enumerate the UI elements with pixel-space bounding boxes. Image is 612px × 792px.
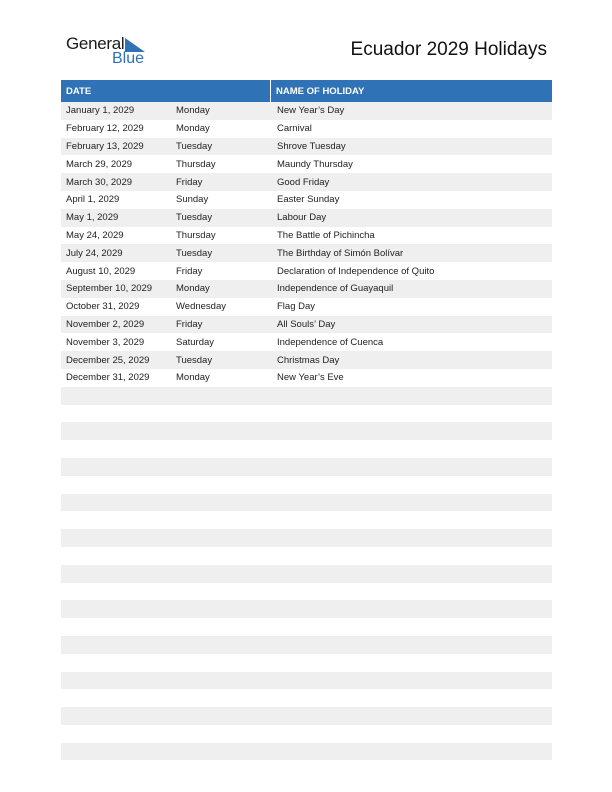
row-weekday: Wednesday: [176, 301, 226, 313]
row-holiday-name: Good Friday: [277, 176, 330, 188]
table-row: [61, 102, 552, 120]
table-row: [61, 547, 552, 565]
row-holiday-name: Flag Day: [277, 301, 316, 313]
row-date: February 13, 2029: [66, 140, 144, 152]
row-weekday: Friday: [176, 318, 203, 330]
row-weekday: Monday: [176, 283, 210, 295]
generalblue-logo: [66, 34, 156, 70]
logo-general-text: General: [66, 34, 125, 53]
row-weekday: Monday: [176, 105, 210, 117]
table-row: [61, 120, 552, 138]
page-title: Ecuador 2029 Holidays: [350, 39, 547, 60]
row-holiday-name: Easter Sunday: [277, 194, 340, 206]
row-holiday-name: Christmas Day: [277, 354, 340, 366]
row-weekday: Tuesday: [176, 247, 213, 259]
row-date: March 30, 2029: [66, 176, 133, 188]
table-row: [61, 583, 552, 601]
table-row: [61, 672, 552, 690]
table-header: [61, 80, 552, 102]
table-row: [61, 636, 552, 654]
table-body: [61, 102, 552, 778]
table-row: [61, 689, 552, 707]
table-row: [61, 422, 552, 440]
table-row: [61, 405, 552, 423]
table-row: [61, 244, 552, 262]
row-holiday-name: New Year’s Day: [277, 105, 345, 117]
table-row: [61, 387, 552, 405]
table-row: [61, 760, 552, 778]
row-weekday: Tuesday: [176, 140, 213, 152]
table-row: [61, 351, 552, 369]
table-row: [61, 298, 552, 316]
table-row: [61, 333, 552, 351]
row-date: February 12, 2029: [66, 123, 144, 135]
row-holiday-name: Declaration of Independence of Quito: [277, 265, 435, 277]
table-row: [61, 369, 552, 387]
table-row: [61, 440, 552, 458]
table-row: [61, 494, 552, 512]
row-weekday: Tuesday: [176, 354, 213, 366]
table-row: [61, 654, 552, 672]
row-holiday-name: The Battle of Pichincha: [277, 229, 375, 241]
table-row: [61, 529, 552, 547]
row-holiday-name: Maundy Thursday: [277, 158, 353, 170]
logo-blue-text: Blue: [112, 50, 145, 67]
row-date: July 24, 2029: [66, 247, 123, 259]
table-row: [61, 280, 552, 298]
table-row: [61, 600, 552, 618]
row-weekday: Saturday: [176, 336, 215, 348]
holiday-table: [61, 80, 552, 778]
row-weekday: Monday: [176, 372, 210, 384]
table-row: [61, 262, 552, 280]
row-date: November 3, 2029: [66, 336, 145, 348]
table-row: [61, 155, 552, 173]
row-date: January 1, 2029: [66, 105, 135, 117]
header-holiday-name: NAME OF HOLIDAY: [276, 85, 365, 97]
row-holiday-name: All Souls’ Day: [277, 318, 336, 330]
row-holiday-name: The Birthday of Simón Bolívar: [277, 247, 404, 259]
row-weekday: Sunday: [176, 194, 209, 206]
row-date: March 29, 2029: [66, 158, 133, 170]
row-holiday-name: Carnival: [277, 123, 312, 135]
table-row: [61, 565, 552, 583]
row-date: October 31, 2029: [66, 301, 140, 313]
row-weekday: Thursday: [176, 229, 216, 241]
table-row: [61, 191, 552, 209]
row-date: May 1, 2029: [66, 212, 119, 224]
row-holiday-name: Independence of Guayaquil: [277, 283, 394, 295]
table-row: [61, 707, 552, 725]
table-row: [61, 725, 552, 743]
header-date: DATE: [61, 80, 271, 102]
table-row: [61, 316, 552, 334]
table-row: [61, 511, 552, 529]
row-date: August 10, 2029: [66, 265, 136, 277]
row-date: April 1, 2029: [66, 194, 120, 206]
table-row: [61, 743, 552, 761]
row-weekday: Friday: [176, 265, 203, 277]
row-date: May 24, 2029: [66, 229, 124, 241]
row-holiday-name: New Year’s Eve: [277, 372, 344, 384]
row-holiday-name: Labour Day: [277, 212, 327, 224]
table-row: [61, 209, 552, 227]
table-row: [61, 173, 552, 191]
table-row: [61, 476, 552, 494]
table-row: [61, 618, 552, 636]
table-row: [61, 227, 552, 245]
row-date: December 25, 2029: [66, 354, 150, 366]
row-weekday: Monday: [176, 123, 210, 135]
row-date: November 2, 2029: [66, 318, 145, 330]
row-weekday: Thursday: [176, 158, 216, 170]
row-holiday-name: Independence of Cuenca: [277, 336, 384, 348]
table-row: [61, 458, 552, 476]
table-row: [61, 138, 552, 156]
row-date: September 10, 2029: [66, 283, 153, 295]
row-date: December 31, 2029: [66, 372, 150, 384]
row-weekday: Tuesday: [176, 212, 213, 224]
row-holiday-name: Shrove Tuesday: [277, 140, 346, 152]
row-weekday: Friday: [176, 176, 203, 188]
